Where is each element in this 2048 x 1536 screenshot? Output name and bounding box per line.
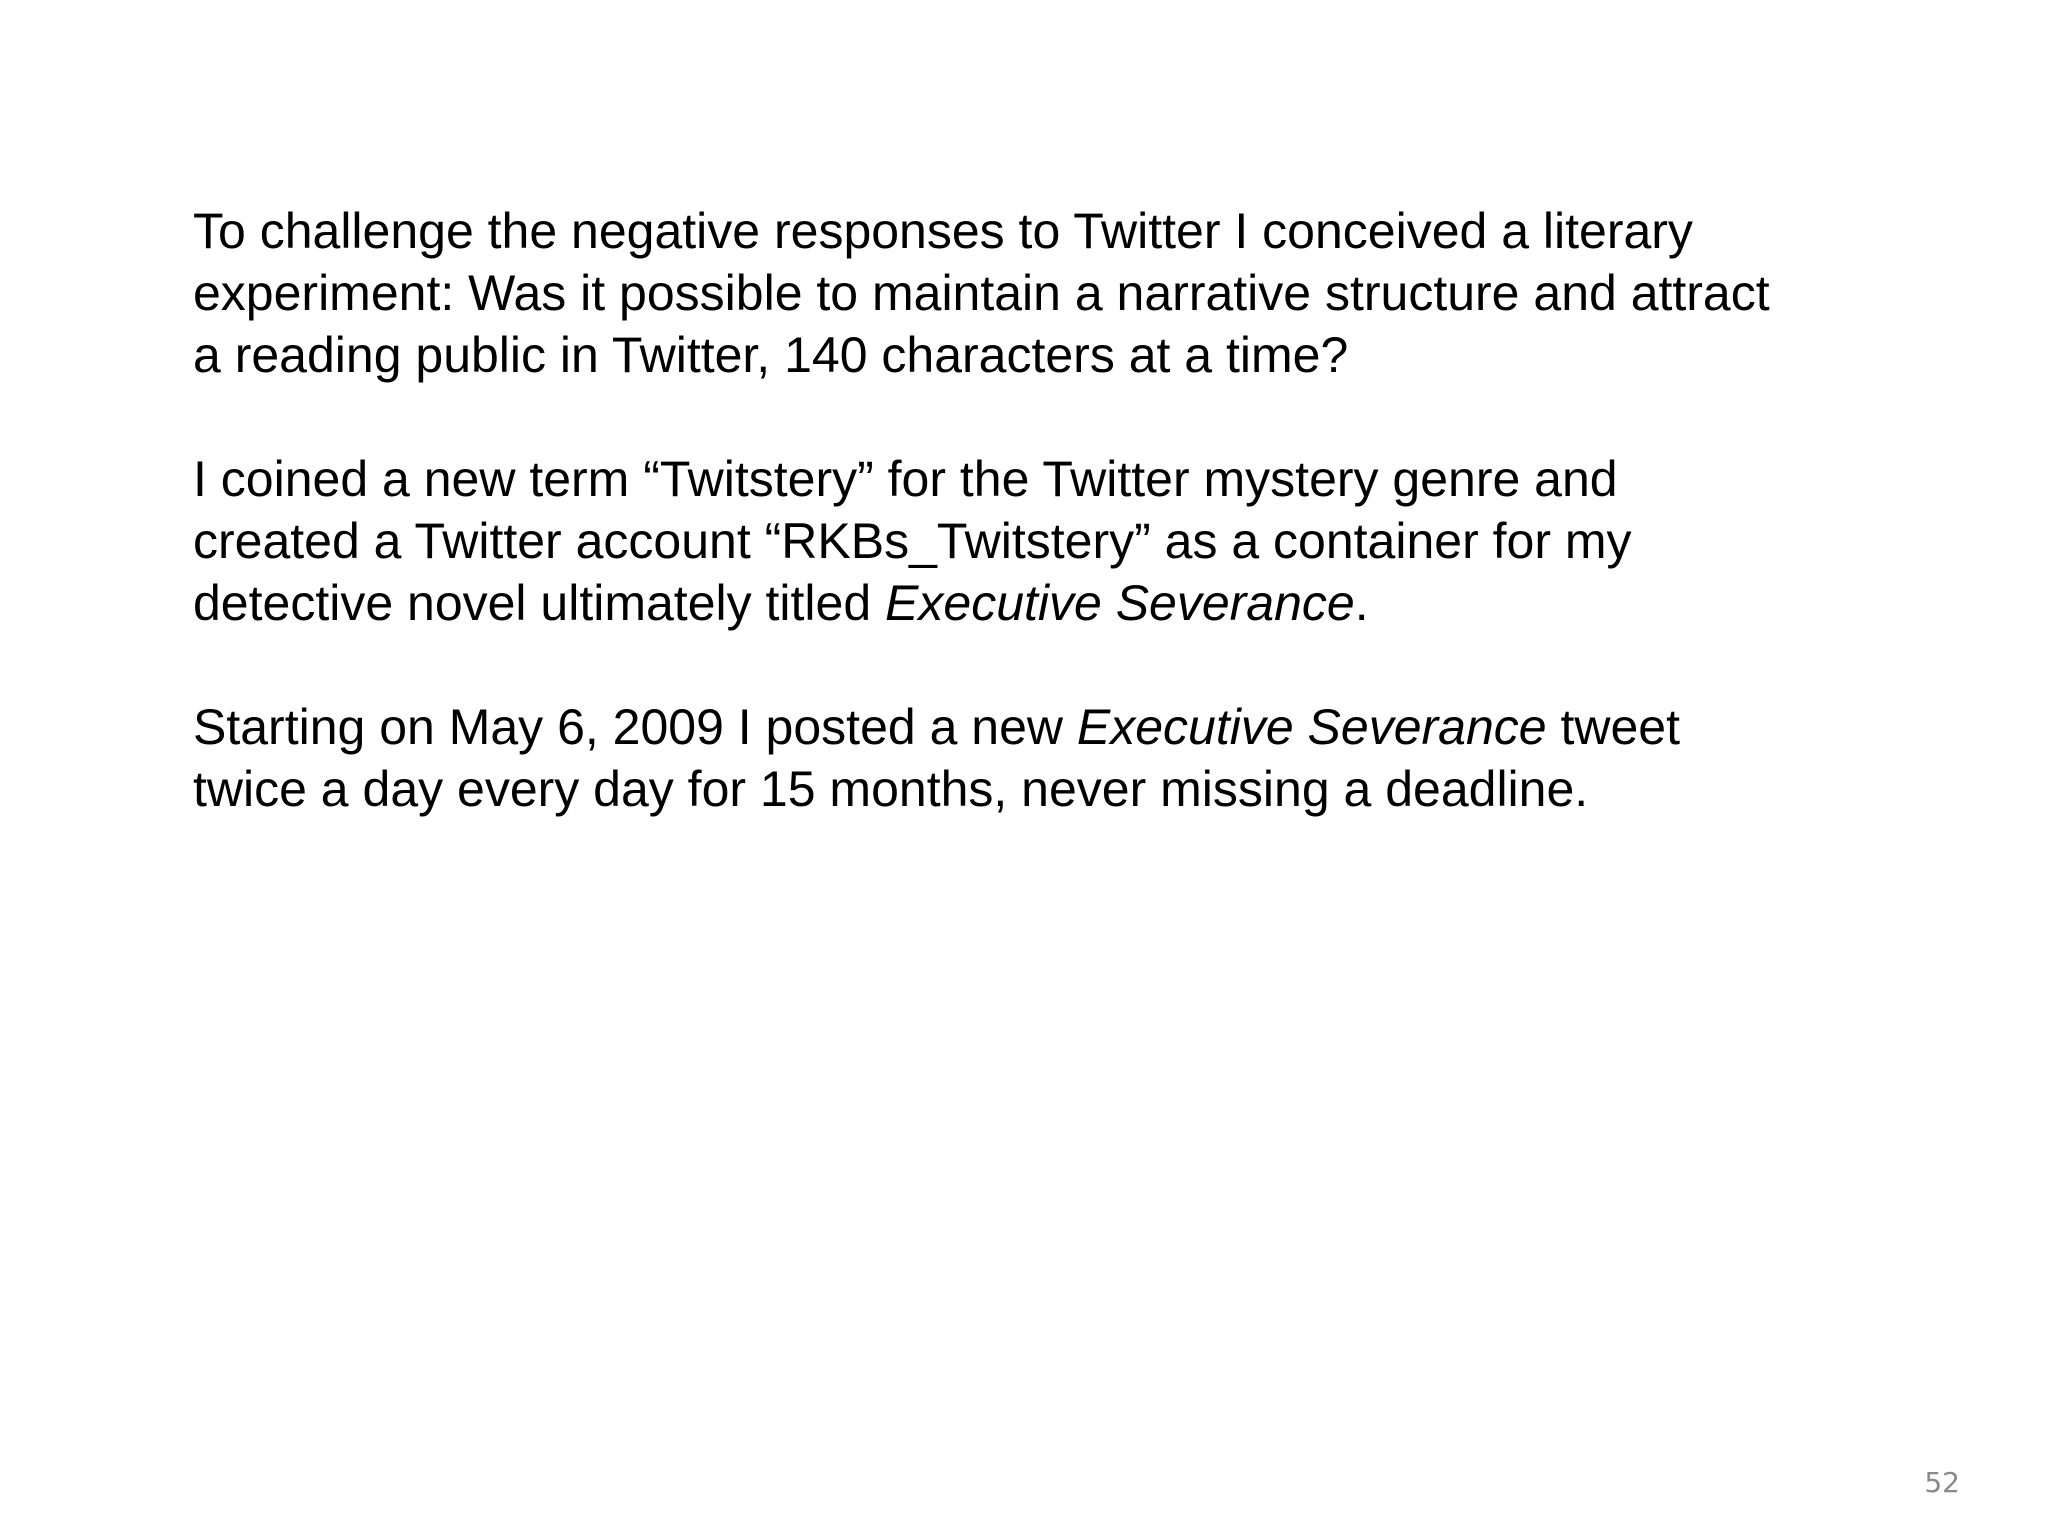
text-line (193, 758, 1913, 820)
slide-body (193, 200, 1913, 882)
book-title: Executive Severance (1076, 699, 1547, 755)
text-run: Starting on May 6, 2009 I posted a new (193, 699, 1077, 755)
text-run: a reading public in Twitter, 140 characters at a time? (193, 327, 1349, 383)
text-run: detective novel ultimately titled (193, 575, 886, 631)
text-line (193, 572, 1913, 634)
text-line (193, 262, 1913, 324)
text-run: . (1354, 575, 1369, 631)
text-run: I coined a new term “Twitstery” for the Twitter mystery genre and (193, 451, 1618, 507)
text-run: To challenge the negative responses to Twitter I conceived a literary (193, 203, 1693, 259)
slide-number: 52 (1924, 1466, 1960, 1499)
text-line (193, 324, 1913, 386)
text-line (193, 448, 1913, 510)
text-run: created a Twitter account “RKBs_Twitstery” as a container for my (193, 513, 1632, 569)
text-line (193, 510, 1913, 572)
paragraph-posting (193, 696, 1913, 820)
paragraph-experiment (193, 200, 1913, 386)
text-line (193, 696, 1913, 758)
paragraph-twitstery (193, 448, 1913, 634)
text-run: experiment: Was it possible to maintain a narrative structure and attract (193, 265, 1770, 321)
book-title: Executive Severance (885, 575, 1355, 631)
text-run: twice a day every day for 15 months, never missing a deadline. (193, 761, 1589, 817)
text-run: tweet (1546, 699, 1680, 755)
text-line (193, 200, 1913, 262)
